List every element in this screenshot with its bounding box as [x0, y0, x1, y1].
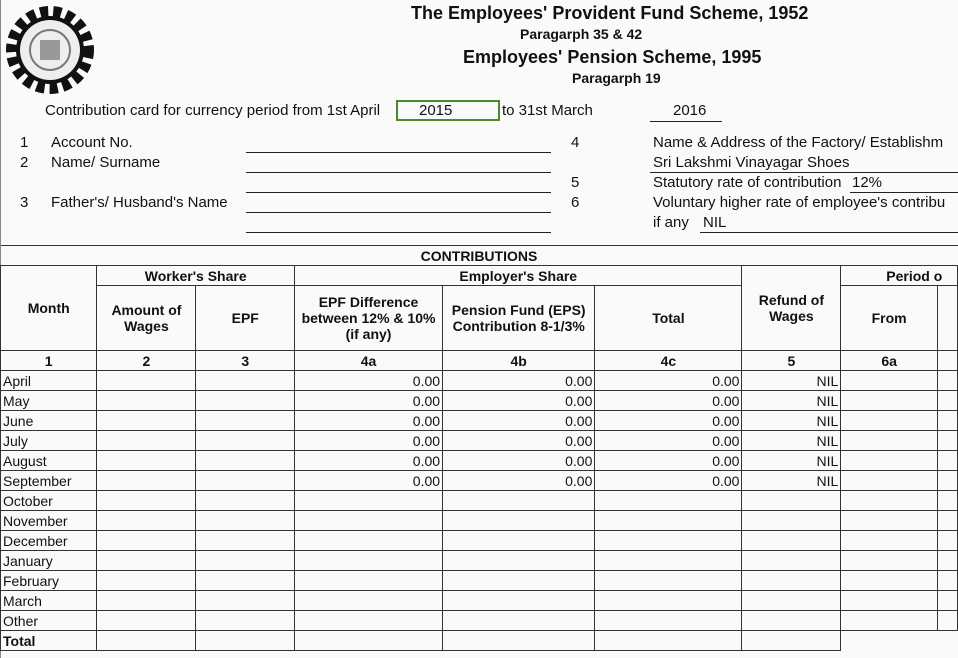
cell[interactable]	[196, 491, 295, 511]
col-wages: Amount of Wages	[97, 286, 196, 351]
cell[interactable]	[97, 471, 196, 491]
if-any-label: if any	[653, 214, 689, 231]
cell[interactable]	[841, 511, 938, 531]
cell[interactable]	[938, 431, 958, 451]
pension-paragraph: Paragarph 19	[572, 70, 661, 86]
col-from: From	[841, 286, 938, 351]
cell-month[interactable]: May	[1, 391, 97, 411]
cell-c4a[interactable]: 0.00	[295, 451, 443, 471]
cell[interactable]	[841, 391, 938, 411]
cell[interactable]	[938, 471, 958, 491]
cell-c4a[interactable]	[295, 551, 443, 571]
cell-month[interactable]: March	[1, 591, 97, 611]
cell[interactable]	[841, 471, 938, 491]
cell[interactable]	[938, 571, 958, 591]
cell[interactable]	[841, 371, 938, 391]
col-refund: Refund of Wages	[742, 266, 841, 351]
cell[interactable]	[841, 611, 938, 631]
to-year[interactable]: 2016	[673, 102, 707, 119]
account-no-field[interactable]	[246, 152, 551, 153]
cell-month[interactable]: October	[1, 491, 97, 511]
table-row	[1, 531, 958, 551]
cell-month[interactable]: July	[1, 431, 97, 451]
cell[interactable]	[938, 511, 958, 531]
cell-c4a[interactable]	[295, 491, 443, 511]
cell-c5[interactable]	[742, 491, 841, 511]
period-label: Contribution card for currency period from 1st April	[45, 102, 381, 119]
cell[interactable]	[938, 371, 958, 391]
cell[interactable]	[938, 451, 958, 471]
cell-month[interactable]: June	[1, 411, 97, 431]
cell-c4a[interactable]	[295, 511, 443, 531]
cell-c4a[interactable]	[295, 611, 443, 631]
table-row	[1, 511, 958, 531]
field-num: 1	[20, 134, 29, 151]
cell-c4b[interactable]	[443, 591, 595, 611]
total-label: Total	[1, 631, 97, 651]
cell[interactable]	[196, 451, 295, 471]
cell-month[interactable]: January	[1, 551, 97, 571]
cell-c5[interactable]: NIL	[742, 431, 841, 451]
col-number: 4c	[595, 351, 742, 371]
name-field[interactable]	[246, 172, 551, 173]
cell-c4b[interactable]: 0.00	[443, 391, 595, 411]
cell[interactable]	[196, 511, 295, 531]
col-epf-diff: EPF Difference between 12% & 10% (if any)	[295, 286, 443, 351]
father-name-field[interactable]	[246, 212, 551, 213]
cell	[841, 631, 938, 651]
cell-month[interactable]: April	[1, 371, 97, 391]
col-number: 2	[97, 351, 196, 371]
cell[interactable]	[841, 591, 938, 611]
cell-month[interactable]: November	[1, 511, 97, 531]
cell[interactable]	[196, 531, 295, 551]
total-row	[1, 631, 958, 651]
col-total: Total	[595, 286, 742, 351]
cell-c4a[interactable]: 0.00	[295, 471, 443, 491]
cell-c5[interactable]: NIL	[742, 391, 841, 411]
cell[interactable]	[938, 531, 958, 551]
table-row	[1, 431, 958, 451]
cell-month[interactable]: August	[1, 451, 97, 471]
cell-month[interactable]: September	[1, 471, 97, 491]
cell[interactable]	[938, 391, 958, 411]
cell-c4c[interactable]	[595, 511, 742, 531]
col-number: 5	[742, 351, 841, 371]
cell-c4c[interactable]: 0.00	[595, 431, 742, 451]
cell-c4c[interactable]	[595, 551, 742, 571]
cell-c4b[interactable]	[443, 551, 595, 571]
cell-c5[interactable]	[742, 591, 841, 611]
cell-c4a[interactable]	[295, 571, 443, 591]
cell	[742, 631, 841, 651]
field-num: 3	[20, 194, 29, 211]
cell-c4c[interactable]: 0.00	[595, 411, 742, 431]
cell-c4c[interactable]: 0.00	[595, 371, 742, 391]
cell[interactable]	[97, 551, 196, 571]
cell-c4c[interactable]	[595, 591, 742, 611]
field-num: 4	[571, 134, 580, 151]
cell[interactable]	[841, 451, 938, 471]
cell-c5[interactable]	[742, 611, 841, 631]
cell-c4a[interactable]: 0.00	[295, 371, 443, 391]
cell-c5[interactable]: NIL	[742, 451, 841, 471]
col-number: 4a	[295, 351, 443, 371]
cell[interactable]	[97, 431, 196, 451]
col-number: 6a	[841, 351, 938, 371]
table-row	[1, 391, 958, 411]
pension-title: Employees' Pension Scheme, 1995	[463, 47, 762, 67]
cell-c5[interactable]: NIL	[742, 471, 841, 491]
cell-c4b[interactable]: 0.00	[443, 371, 595, 391]
cell-c5[interactable]	[742, 571, 841, 591]
cell-c4b[interactable]: 0.00	[443, 411, 595, 431]
voluntary-rate-label: Voluntary higher rate of employee's contribu	[653, 194, 946, 211]
cell[interactable]	[97, 611, 196, 631]
cell[interactable]	[97, 391, 196, 411]
cell[interactable]	[938, 491, 958, 511]
cell[interactable]	[938, 591, 958, 611]
voluntary-rate-value[interactable]: NIL	[703, 214, 727, 231]
cell-c5[interactable]: NIL	[742, 371, 841, 391]
cell	[196, 631, 295, 651]
cell[interactable]	[97, 511, 196, 531]
cell[interactable]	[938, 611, 958, 631]
col-month: Month	[1, 266, 97, 351]
col-number: 4b	[443, 351, 595, 371]
cell-c4c[interactable]: 0.00	[595, 471, 742, 491]
cell[interactable]	[841, 431, 938, 451]
cell-c4b[interactable]	[443, 491, 595, 511]
from-year[interactable]: 2015	[419, 102, 453, 119]
cell[interactable]	[938, 551, 958, 571]
scheme-paragraph: Paragarph 35 & 42	[520, 26, 643, 42]
cell-c5[interactable]: NIL	[742, 411, 841, 431]
cell-c4b[interactable]: 0.00	[443, 471, 595, 491]
name-label: Name/ Surname	[51, 154, 161, 171]
cell-c4b[interactable]	[443, 511, 595, 531]
col-number: 1	[1, 351, 97, 371]
cell-c4b[interactable]	[443, 571, 595, 591]
cell[interactable]	[841, 531, 938, 551]
cell[interactable]	[841, 411, 938, 431]
group-worker-share: Worker's Share	[97, 266, 295, 286]
cell-c4b[interactable]	[443, 611, 595, 631]
cell-c4a[interactable]: 0.00	[295, 391, 443, 411]
cell[interactable]	[196, 571, 295, 591]
epfo-logo-icon	[4, 4, 96, 96]
cell[interactable]	[841, 571, 938, 591]
cell[interactable]	[97, 451, 196, 471]
cell[interactable]	[97, 531, 196, 551]
col-epf: EPF	[196, 286, 295, 351]
cell[interactable]	[97, 371, 196, 391]
cell	[295, 631, 443, 651]
cell[interactable]	[938, 411, 958, 431]
table-row	[1, 491, 958, 511]
col-number: 3	[196, 351, 295, 371]
cell-c4c[interactable]	[595, 531, 742, 551]
table-row	[1, 451, 958, 471]
cell	[97, 631, 196, 651]
table-row	[1, 591, 958, 611]
establishment-value[interactable]: Sri Lakshmi Vinayagar Shoes	[653, 154, 850, 171]
table-row	[1, 411, 958, 431]
cell-c4c[interactable]: 0.00	[595, 451, 742, 471]
field-num: 2	[20, 154, 29, 171]
cell[interactable]	[196, 411, 295, 431]
cell-c5[interactable]	[742, 551, 841, 571]
table-row	[1, 371, 958, 391]
cell-c4a[interactable]: 0.00	[295, 431, 443, 451]
cell[interactable]	[196, 611, 295, 631]
table-row	[1, 571, 958, 591]
cell[interactable]	[196, 391, 295, 411]
cell-month[interactable]: Other	[1, 611, 97, 631]
cell[interactable]	[196, 551, 295, 571]
father-name-label: Father's/ Husband's Name	[51, 194, 228, 211]
scheme-title: The Employees' Provident Fund Scheme, 1952	[411, 3, 809, 23]
table-row	[1, 611, 958, 631]
cell-c4b[interactable]	[443, 531, 595, 551]
cell-c4c[interactable]	[595, 491, 742, 511]
cell-c4b[interactable]: 0.00	[443, 451, 595, 471]
cell-c4c[interactable]	[595, 571, 742, 591]
cell-month[interactable]: February	[1, 571, 97, 591]
cell[interactable]	[97, 491, 196, 511]
cell[interactable]	[196, 471, 295, 491]
cell-c5[interactable]	[742, 531, 841, 551]
cell-c4a[interactable]	[295, 531, 443, 551]
cell[interactable]	[841, 551, 938, 571]
table-row	[1, 471, 958, 491]
cell-c4c[interactable]: 0.00	[595, 391, 742, 411]
statutory-rate-label: Statutory rate of contribution	[653, 174, 842, 191]
cell[interactable]	[97, 571, 196, 591]
cell-c4c[interactable]	[595, 611, 742, 631]
cell-c4a[interactable]: 0.00	[295, 411, 443, 431]
field-num: 6	[571, 194, 580, 211]
cell	[443, 631, 595, 651]
cell[interactable]	[97, 591, 196, 611]
cell-c5[interactable]	[742, 511, 841, 531]
cell	[595, 631, 742, 651]
group-employer-share: Employer's Share	[295, 266, 742, 286]
cell-month[interactable]: December	[1, 531, 97, 551]
contributions-table	[0, 245, 958, 651]
col-pension: Pension Fund (EPS) Contribution 8-1/3%	[443, 286, 595, 351]
cell[interactable]	[841, 491, 938, 511]
statutory-rate-value[interactable]: 12%	[852, 174, 883, 191]
establishment-label: Name & Address of the Factory/ Establishm	[653, 134, 944, 151]
cell-c4b[interactable]: 0.00	[443, 431, 595, 451]
group-period: Period o	[841, 266, 958, 286]
cell-c4a[interactable]	[295, 591, 443, 611]
cell[interactable]	[97, 411, 196, 431]
cell[interactable]	[196, 431, 295, 451]
contributions-title: CONTRIBUTIONS	[1, 246, 958, 266]
account-no-label: Account No.	[51, 134, 133, 151]
cell[interactable]	[196, 371, 295, 391]
field-num: 5	[571, 174, 580, 191]
table-row	[1, 551, 958, 571]
cell[interactable]	[196, 591, 295, 611]
to-label: to 31st March	[502, 102, 593, 119]
